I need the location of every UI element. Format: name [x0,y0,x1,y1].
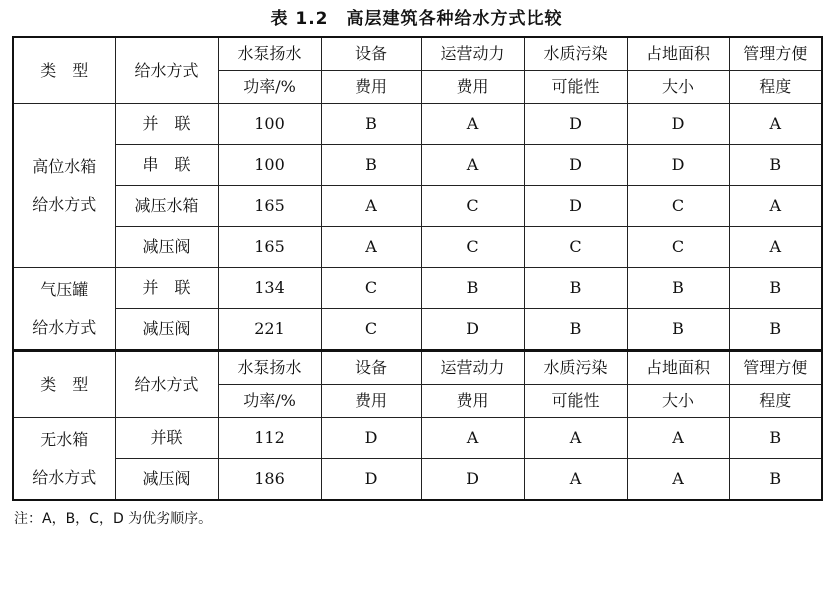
pollution-cell: B [524,268,627,309]
method-cell: 并 联 [115,104,218,145]
op-cell: C [421,186,524,227]
header-mgmt: 管理方便 [729,351,822,385]
op-cell: A [421,418,524,459]
header-pollution-2: 可能性 [524,71,627,104]
type-line: 气压罐 [40,279,89,299]
op-cell: C [421,227,524,268]
header-pollution-2: 可能性 [524,385,627,418]
op-cell: B [421,268,524,309]
header-pump-2: 功率/% [218,71,321,104]
method-cell: 减压阀 [115,309,218,351]
header-mgmt-2: 程度 [729,71,822,104]
header-equip: 设备 [321,351,421,385]
pollution-cell: D [524,145,627,186]
op-cell: A [421,145,524,186]
method-cell: 并联 [115,418,218,459]
equip-cell: C [321,309,421,351]
area-cell: B [627,309,729,351]
type-cell [13,418,115,501]
equip-cell: B [321,104,421,145]
header-equip: 设备 [321,37,421,71]
type-line: 给水方式 [32,194,97,214]
header-method: 给水方式 [115,37,218,104]
type-cell [13,268,115,351]
pump-cell: 134 [218,268,321,309]
pump-cell: 186 [218,459,321,501]
pump-cell: 112 [218,418,321,459]
header-pump-2: 功率/% [218,385,321,418]
header-row [13,37,822,71]
mgmt-cell: A [729,227,822,268]
table-row [13,104,822,145]
header-op-2: 费用 [421,71,524,104]
header-area: 占地面积 [627,37,729,71]
header-mgmt: 管理方便 [729,37,822,71]
header-mgmt-2: 程度 [729,385,822,418]
header-row-repeat [13,351,822,385]
area-cell: C [627,227,729,268]
header-equip-2: 费用 [321,385,421,418]
table-number: 表 1.2 [270,9,329,29]
header-op: 运营动力 [421,351,524,385]
area-cell: C [627,186,729,227]
header-type: 类 型 [13,37,115,104]
method-cell: 减压水箱 [115,186,218,227]
mgmt-cell: B [729,418,822,459]
header-pump: 水泵扬水 [218,351,321,385]
op-cell: A [421,104,524,145]
header-area-2: 大小 [627,71,729,104]
method-cell: 减压阀 [115,459,218,501]
table-caption [0,4,833,29]
method-cell: 串 联 [115,145,218,186]
mgmt-cell: B [729,268,822,309]
type-line: 无水箱 [40,429,89,449]
equip-cell: B [321,145,421,186]
type-cell [13,104,115,268]
table-row [13,309,822,351]
header-equip-2: 费用 [321,71,421,104]
pump-cell: 100 [218,145,321,186]
header-pollution: 水质污染 [524,37,627,71]
comparison-table [12,36,823,501]
header-area-2: 大小 [627,385,729,418]
table-row [13,186,822,227]
equip-cell: D [321,418,421,459]
header-method: 给水方式 [115,351,218,418]
header-op-2: 费用 [421,385,524,418]
header-area: 占地面积 [627,351,729,385]
table-title: 高层建筑各种给水方式比较 [346,9,563,29]
pump-cell: 221 [218,309,321,351]
pollution-cell: C [524,227,627,268]
area-cell: D [627,145,729,186]
pollution-cell: D [524,186,627,227]
table-row [13,459,822,501]
pump-cell: 100 [218,104,321,145]
mgmt-cell: A [729,104,822,145]
pollution-cell: B [524,309,627,351]
mgmt-cell: A [729,186,822,227]
mgmt-cell: B [729,309,822,351]
area-cell: A [627,459,729,501]
table-note: 注：A，B，C，D 为优劣顺序。 [14,511,213,527]
op-cell: D [421,309,524,351]
pollution-cell: D [524,104,627,145]
header-type: 类 型 [13,351,115,418]
area-cell: D [627,104,729,145]
pollution-cell: A [524,418,627,459]
equip-cell: A [321,186,421,227]
pollution-cell: A [524,459,627,501]
mgmt-cell: B [729,145,822,186]
equip-cell: C [321,268,421,309]
header-pollution: 水质污染 [524,351,627,385]
method-cell: 减压阀 [115,227,218,268]
area-cell: A [627,418,729,459]
pump-cell: 165 [218,227,321,268]
table-row [13,145,822,186]
header-pump: 水泵扬水 [218,37,321,71]
type-line: 给水方式 [32,467,97,487]
pump-cell: 165 [218,186,321,227]
equip-cell: A [321,227,421,268]
header-op: 运营动力 [421,37,524,71]
table-row [13,268,822,309]
type-line: 给水方式 [32,317,97,337]
equip-cell: D [321,459,421,501]
method-cell: 并 联 [115,268,218,309]
table-row [13,227,822,268]
area-cell: B [627,268,729,309]
table-row [13,418,822,459]
op-cell: D [421,459,524,501]
type-line: 高位水箱 [32,156,97,176]
mgmt-cell: B [729,459,822,501]
